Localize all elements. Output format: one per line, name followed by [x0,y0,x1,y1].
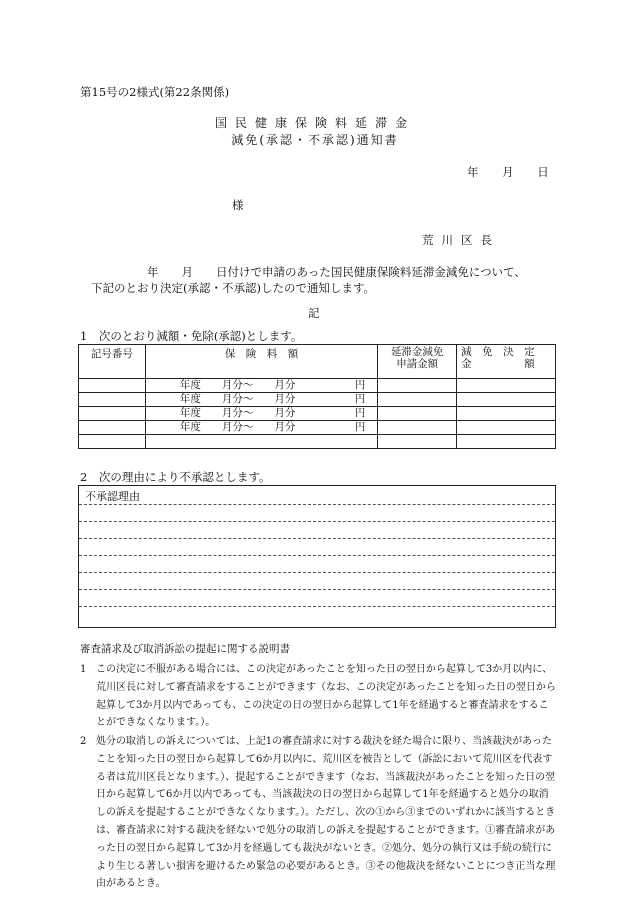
decision-amount-cell[interactable] [457,407,556,421]
dotted-line [79,504,555,505]
premium-cell[interactable] [145,407,377,421]
body-text-line1: 年 月 日付けで申請のあった国民健康保険料延滞金減免について、 [147,265,526,279]
premium-content [150,393,373,406]
explanation-item-2 [80,733,558,893]
section2-title: 2 次の理由により不承認とします。 [80,470,271,484]
record-number-cell[interactable] [79,407,146,421]
explanation-text: この決定に不服がある場合には、この決定があったことを知った日の翌日から起算して3か月以内に、荒川区長に対して審査請求をすることができます（なお、この決定があったことを知った日の翌日から起算して3か月以内であっても、この決定の日の翌日から起算して1年を経過すると審査請求をすることができなくなります。）。 [96,664,556,729]
date-field: 年 月 日 [467,165,549,179]
document-title-line2: 減免(承認・不承認)通知書 [231,133,399,147]
section1-title: 1 次のとおり減額・免除(承認)とします。 [80,329,303,343]
decision-amount-cell[interactable] [457,379,556,393]
decision-amount-cell[interactable] [457,435,556,449]
header-premium: 保 険 料 額 [145,345,377,379]
table-header-row [79,345,556,379]
dotted-line [79,555,555,556]
table-row [79,421,556,435]
body-text-line2: 下記のとおり決定(承認・不承認)したので通知します。 [91,281,376,295]
yen-unit: 円 [354,407,366,419]
ki-marker: 記 [308,306,320,320]
dotted-line [79,538,555,539]
explanation-text: 処分の取消しの訴えについては、上記1の審査請求に対する裁決を経た場合に限り、当該裁決があったことを知った日の翌日から起算して6か月以内に、荒川区を被告として（訴訟において荒川区を代表する者は荒川区長となります。）、提起することができます（なお、当該裁決があったことを知った日の翌日から起算して6か月以内であっても、当該裁決の日の翌日から起算して1年を経過すると処分の取消しの訴えを提起することができなくなります。）。ただし、次の①から③までのいずれかに該当するときは、審査請求に対する裁決を経ないで処分の取消しの訴えを提起することができます。①審査請求があった日の翌日から起算して3か月を経過しても裁決がないとき。②処分、処分の執行又は手続の続行により生じる著しい損害を避けるため緊急の必要があるとき。③その他裁決を経ないことにつき正当な理由があるとき。 [96,736,556,890]
decision-amount-cell[interactable] [457,393,556,407]
premium-period: 年度 月分～ 月分 [179,379,296,391]
table-row [79,379,556,393]
premium-cell[interactable] [145,393,377,407]
application-amount-cell[interactable] [378,379,457,393]
table-row [79,435,556,449]
dotted-line [79,572,555,573]
addressee-suffix: 様 [232,198,244,212]
yen-unit: 円 [354,393,366,405]
application-amount-cell[interactable] [378,407,457,421]
yen-unit: 円 [354,421,366,433]
rejection-reason-label: 不承認理由 [85,490,140,503]
explanation-item-1 [80,661,558,732]
decision-amount-cell[interactable] [457,421,556,435]
premium-content [150,379,373,392]
header-decision-line1: 減 免 決 定 [461,346,535,358]
application-amount-cell[interactable] [378,421,457,435]
premium-cell[interactable] [145,435,377,449]
rejection-reason-box[interactable] [78,485,556,628]
premium-period: 年度 月分～ 月分 [179,421,296,433]
dotted-line [79,606,555,607]
premium-period: 年度 月分～ 月分 [179,407,296,419]
explanation-number: 1 [80,664,87,675]
premium-content [150,421,373,434]
record-number-cell[interactable] [79,393,146,407]
header-record-number: 記号番号 [79,345,146,379]
premium-cell[interactable] [145,379,377,393]
explanation-number: 2 [80,736,87,747]
header-application-amount-line1: 延滞金減免 [390,346,444,358]
header-application-amount-line2: 申請金額 [396,358,439,370]
record-number-cell[interactable] [79,379,146,393]
issuer-name: 荒川区長 [422,233,500,247]
table-row [79,393,556,407]
reduction-table [78,344,556,449]
header-decision-amount [457,345,556,379]
form-number: 第15号の2様式(第22条関係) [80,85,230,99]
explanation-title: 審査請求及び取消訴訟の提起に関する説明書 [80,643,290,655]
dotted-line [79,589,555,590]
application-amount-cell[interactable] [378,393,457,407]
document-title-line1: 国民健康保険料延滞金 [214,116,415,130]
record-number-cell[interactable] [79,421,146,435]
header-decision-line2: 金 額 [461,358,535,370]
table-row [79,407,556,421]
record-number-cell[interactable] [79,435,146,449]
premium-content [150,407,373,420]
dotted-line [79,521,555,522]
application-amount-cell[interactable] [378,435,457,449]
yen-unit: 円 [354,379,366,391]
premium-period: 年度 月分～ 月分 [179,393,296,405]
header-application-amount [378,345,457,379]
premium-cell[interactable] [145,421,377,435]
